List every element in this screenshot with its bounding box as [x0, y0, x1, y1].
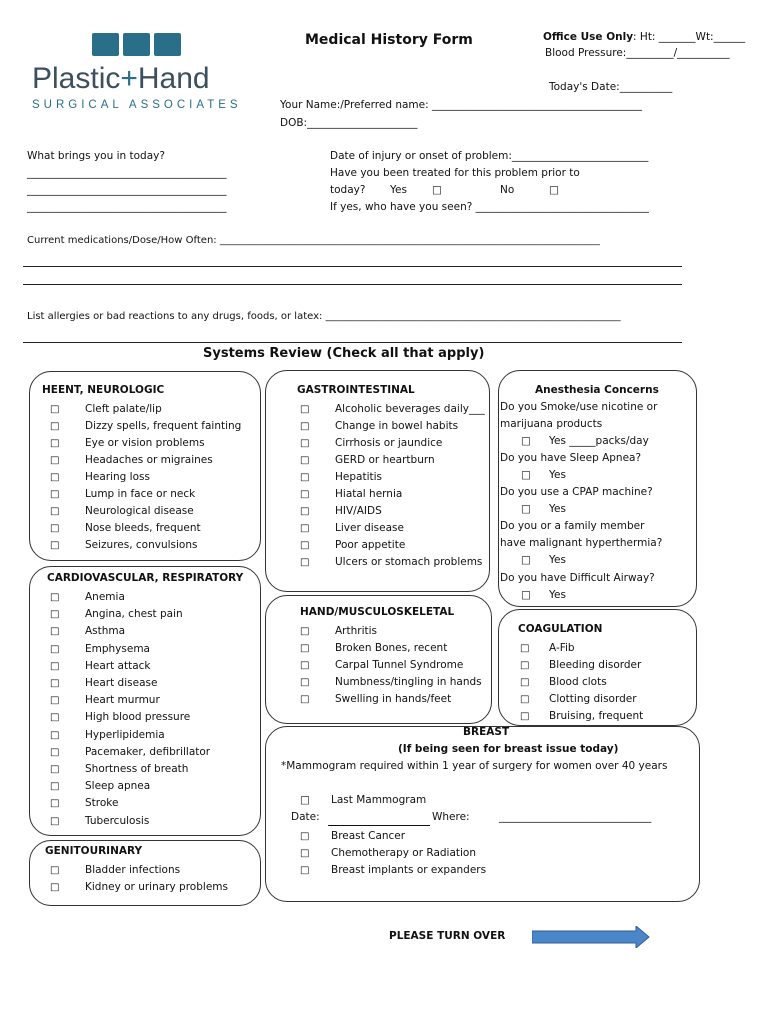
heent-item-label: Dizzy spells, frequent fainting	[85, 420, 242, 432]
checkbox[interactable]: □	[300, 677, 310, 688]
gastro-item-label: Poor appetite	[335, 539, 406, 551]
logo-tile-icon	[92, 33, 119, 56]
logo-icons	[92, 33, 181, 56]
hand-item-label: Carpal Tunnel Syndrome	[335, 659, 464, 671]
anesthesia-answer: Yes	[549, 589, 566, 601]
coag-item-label: A-Fib	[549, 642, 575, 654]
cardio-item-label: Heart disease	[85, 677, 158, 689]
anesthesia-checkbox[interactable]: □	[521, 589, 531, 601]
breast-item-label: Breast implants or expanders	[331, 864, 487, 876]
heent-item-label: Headaches or migraines	[85, 454, 213, 466]
last-mammogram-label: Last Mammogram	[331, 794, 427, 806]
heent-item-label: Nose bleeds, frequent	[85, 522, 201, 534]
cardio-title: CARDIOVASCULAR, RESPIRATORY	[47, 572, 244, 584]
genito-title: GENITOURINARY	[45, 845, 143, 857]
checkbox[interactable]: □	[300, 865, 310, 876]
checkbox[interactable]: □	[50, 592, 60, 603]
cardio-item-label: High blood pressure	[85, 711, 191, 724]
checkbox[interactable]: □	[300, 421, 310, 432]
treated-yes-label: Yes	[390, 184, 407, 196]
coag-item-label: Clotting disorder	[549, 693, 637, 705]
checkbox[interactable]: □	[300, 489, 310, 500]
checkbox[interactable]: □	[50, 523, 60, 534]
checkbox[interactable]: □	[520, 694, 530, 705]
treated-no-checkbox[interactable]: □	[549, 184, 559, 196]
cardio-item-label: Shortness of breath	[85, 763, 189, 775]
name-field[interactable]: Your Name:/Preferred name: ________________________________________	[280, 99, 642, 111]
treated-yes-checkbox[interactable]: □	[432, 184, 442, 196]
checkbox[interactable]: □	[50, 746, 60, 758]
breast-title: BREAST	[463, 726, 510, 738]
checkbox[interactable]: □	[50, 609, 60, 621]
blood-pressure-field[interactable]: Blood Pressure:_________/__________	[545, 47, 730, 59]
anesthesia-question: Do you or a family member	[500, 520, 645, 532]
breast-subtitle: (If being seen for breast issue today)	[398, 743, 619, 755]
treated-no-label: No	[500, 184, 515, 196]
checkbox[interactable]: □	[300, 626, 310, 637]
gastro-item-label: Change in bowel habits	[335, 420, 459, 432]
hand-title: HAND/MUSCULOSKELETAL	[300, 606, 455, 618]
checkbox[interactable]: □	[50, 865, 60, 876]
coag-item-label: Blood clots	[549, 676, 607, 688]
coag-item-label: Bleeding disorder	[549, 659, 642, 671]
cardio-item-label: Heart murmur	[85, 694, 160, 707]
who-seen-field[interactable]: If yes, who have you seen? _________________________________	[330, 201, 649, 213]
heent-title: HEENT, NEUROLOGIC	[42, 384, 165, 396]
checkbox[interactable]: □	[50, 489, 60, 500]
checkbox[interactable]: □	[50, 421, 60, 432]
checkbox[interactable]: □	[520, 660, 530, 671]
cardio-item-label: Stroke	[85, 797, 119, 810]
divider	[23, 266, 682, 267]
checkbox[interactable]: □	[50, 455, 60, 466]
anesthesia-question: Do you Smoke/use nicotine or	[500, 401, 658, 413]
anesthesia-checkbox[interactable]: □	[521, 435, 531, 447]
anesthesia-answer: Yes	[549, 503, 566, 515]
checkbox[interactable]: □	[520, 677, 530, 688]
anesthesia-title: Anesthesia Concerns	[535, 384, 659, 396]
checkbox[interactable]: □	[300, 506, 310, 517]
last-mammogram-checkbox[interactable]: □	[300, 794, 310, 806]
genito-item-label: Bladder infections	[85, 864, 181, 876]
heent-item-label: Seizures, convulsions	[85, 539, 198, 551]
brings-line[interactable]: ______________________________________	[27, 201, 227, 213]
office-use: Office Use Only: Ht: _______Wt:______	[543, 31, 746, 43]
checkbox[interactable]: □	[300, 404, 310, 415]
injury-date-field[interactable]: Date of injury or onset of problem:__________________________	[330, 150, 649, 162]
checkbox[interactable]: □	[300, 694, 310, 705]
mammogram-where-field[interactable]: _____________________________	[499, 811, 652, 823]
anesthesia-checkbox[interactable]: □	[521, 469, 531, 481]
divider	[23, 284, 682, 285]
checkbox[interactable]: □	[300, 540, 310, 551]
systems-review-title: Systems Review (Check all that apply)	[203, 346, 485, 361]
hand-item-label: Swelling in hands/feet	[335, 693, 452, 705]
logo-subtitle: SURGICAL ASSOCIATES	[32, 99, 242, 111]
checkbox[interactable]: □	[50, 712, 60, 724]
todays-date-field[interactable]: Today's Date:__________	[549, 81, 673, 93]
anesthesia-question: Do you use a CPAP machine?	[500, 486, 653, 498]
checkbox[interactable]: □	[300, 523, 310, 534]
allergies-field[interactable]: List allergies or bad reactions to any drugs, foods, or latex: ___________________________________________________________	[27, 311, 621, 322]
gastro-item-label: GERD or heartburn	[335, 454, 435, 466]
checkbox[interactable]: □	[300, 455, 310, 466]
anesthesia-answer[interactable]: Yes _____packs/day	[549, 435, 649, 447]
gastro-item-label: Alcoholic beverages daily___	[335, 403, 485, 415]
cardio-item-label: Anemia	[85, 591, 125, 603]
brings-line[interactable]: ______________________________________	[27, 184, 227, 196]
cardio-item-label: Emphysema	[85, 642, 150, 655]
checkbox[interactable]: □	[50, 815, 60, 827]
checkbox[interactable]: □	[50, 626, 60, 638]
cardio-item-label: Pacemaker, defibrillator	[85, 745, 211, 758]
checkbox[interactable]: □	[520, 643, 530, 654]
checkbox[interactable]: □	[50, 506, 60, 517]
brings-line[interactable]: ______________________________________	[27, 167, 227, 179]
treated-question: Have you been treated for this problem prior to	[330, 167, 580, 179]
checkbox[interactable]: □	[50, 643, 60, 655]
cardio-item-label: Asthma	[85, 625, 126, 638]
checkbox[interactable]: □	[50, 472, 60, 483]
logo-tile-icon	[154, 33, 181, 56]
breast-item-label: Breast Cancer	[331, 830, 406, 842]
checkbox[interactable]: □	[50, 540, 60, 551]
form-title: Medical History Form	[305, 32, 473, 48]
right-arrow-icon	[532, 926, 650, 948]
checkbox[interactable]: □	[50, 882, 60, 893]
gastro-item-label: Cirrhosis or jaundice	[335, 437, 443, 449]
treated-today: today?	[330, 184, 366, 196]
hand-item-label: Numbness/tingling in hands	[335, 676, 482, 688]
checkbox[interactable]: □	[300, 848, 310, 859]
heent-item-label: Lump in face or neck	[85, 488, 196, 500]
checkbox[interactable]: □	[50, 764, 60, 775]
checkbox[interactable]: □	[50, 678, 60, 689]
checkbox[interactable]: □	[300, 660, 310, 671]
gastro-item-label: Ulcers or stomach problems	[335, 556, 483, 568]
checkbox[interactable]: □	[300, 643, 310, 654]
breast-item-label: Chemotherapy or Radiation	[331, 847, 477, 859]
gastro-item-label: Hepatitis	[335, 471, 382, 483]
genito-item-label: Kidney or urinary problems	[85, 881, 228, 893]
cardio-item-label: Sleep apnea	[85, 780, 151, 793]
logo-wordmark: Plastic+Hand	[32, 62, 210, 95]
anesthesia-checkbox[interactable]: □	[521, 503, 531, 515]
anesthesia-answer: Yes	[549, 554, 566, 566]
checkbox[interactable]: □	[50, 729, 60, 741]
checkbox[interactable]: □	[300, 472, 310, 483]
anesthesia-answer: Yes	[549, 469, 566, 481]
gastro-item-label: Liver disease	[335, 522, 404, 534]
checkbox[interactable]: □	[50, 438, 60, 449]
anesthesia-checkbox[interactable]: □	[521, 554, 531, 566]
dob-field[interactable]: DOB:_____________________	[280, 117, 418, 129]
checkbox[interactable]: □	[300, 557, 310, 568]
mammogram-date-label: Date:	[291, 811, 320, 823]
heent-item-label: Hearing loss	[85, 471, 150, 483]
coag-title: COAGULATION	[518, 623, 603, 635]
checkbox[interactable]: □	[300, 438, 310, 449]
checkbox[interactable]: □	[300, 831, 310, 842]
gastro-title: GASTROINTESTINAL	[297, 384, 415, 396]
logo-tile-icon	[123, 33, 150, 56]
cardio-item-label: Heart attack	[85, 659, 151, 672]
hand-item-label: Arthritis	[335, 625, 378, 637]
mammogram-date-line[interactable]	[328, 825, 430, 826]
checkbox[interactable]: □	[50, 404, 60, 415]
coag-item-label: Bruising, frequent	[549, 710, 644, 722]
mammogram-note: *Mammogram required within 1 year of surgery for women over 40 years	[281, 760, 668, 772]
heent-item-label: Cleft palate/lip	[85, 403, 162, 415]
divider	[23, 342, 682, 343]
cardio-item-label: Hyperlipidemia	[85, 728, 165, 741]
checkbox[interactable]: □	[50, 781, 60, 793]
gastro-item-label: Hiatal hernia	[335, 488, 403, 500]
anesthesia-question: marijuana products	[500, 418, 603, 430]
heent-item-label: Neurological disease	[85, 505, 194, 517]
checkbox[interactable]: □	[50, 695, 60, 707]
heent-item-label: Eye or vision problems	[85, 437, 205, 449]
checkbox[interactable]: □	[50, 660, 60, 672]
anesthesia-question: Do you have Difficult Airway?	[500, 572, 655, 584]
hand-item-label: Broken Bones, recent	[335, 642, 448, 654]
mammogram-where-label: Where:	[432, 811, 470, 823]
medications-field[interactable]: Current medications/Dose/How Often: ____________________________________________________________________________	[27, 235, 600, 246]
cardio-item-label: Angina, chest pain	[85, 608, 183, 621]
checkbox[interactable]: □	[520, 711, 530, 722]
anesthesia-question: have malignant hyperthermia?	[500, 537, 663, 549]
cardio-item-label: Tuberculosis	[85, 814, 150, 827]
anesthesia-question: Do you have Sleep Apnea?	[500, 452, 642, 464]
brings-question: What brings you in today?	[27, 150, 165, 162]
checkbox[interactable]: □	[50, 798, 60, 810]
turn-over-text: PLEASE TURN OVER	[389, 930, 506, 942]
gastro-item-label: HIV/AIDS	[335, 505, 382, 517]
